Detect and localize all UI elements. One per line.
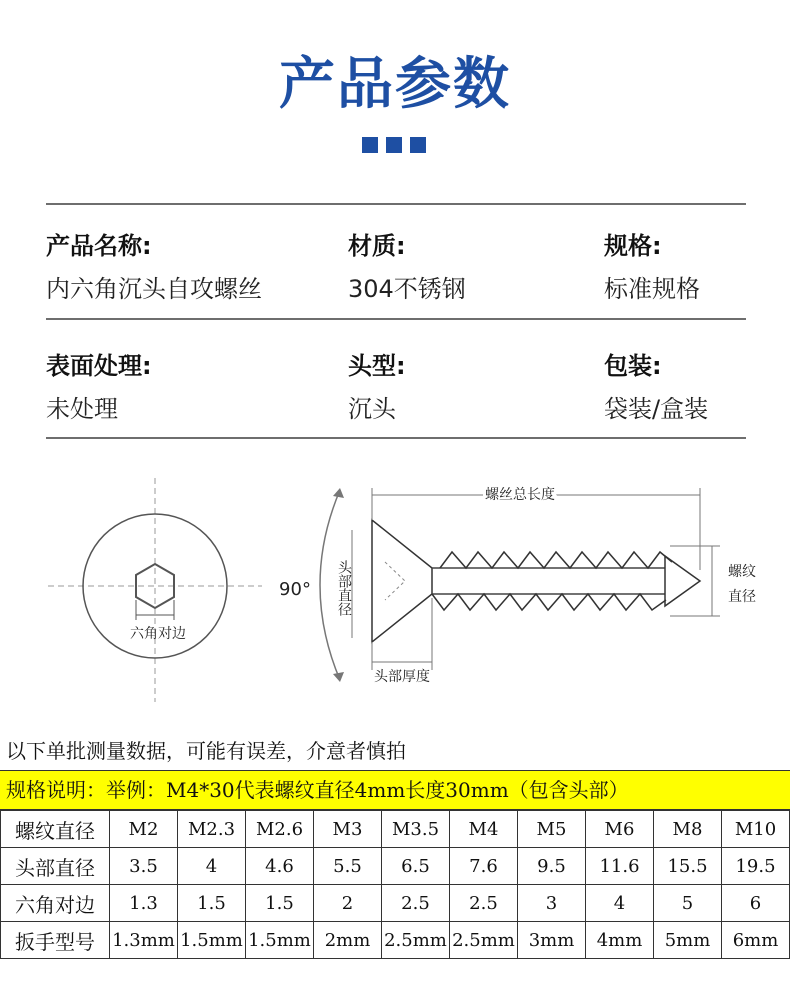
divider	[46, 318, 746, 320]
spec-value: 未处理	[46, 395, 118, 423]
screw-side-view	[320, 488, 720, 682]
divider	[46, 203, 746, 205]
thread-diameter-label: 螺纹	[728, 564, 756, 580]
head-diameter-label: 头部直径	[336, 560, 352, 616]
table-cell: 2mm	[314, 922, 382, 959]
spec-key: 包装:	[604, 352, 662, 380]
table-cell: 1.5mm	[246, 922, 314, 959]
table-cell: 19.5	[722, 848, 790, 885]
table-cell: 1.3	[110, 885, 178, 922]
table-cell: 4	[178, 848, 246, 885]
measurement-note: 以下单批测量数据，可能有误差，介意者慎拍	[6, 739, 406, 763]
hex-label: 六角对边	[130, 626, 186, 642]
table-row	[1, 811, 790, 848]
spec-key: 头型:	[348, 352, 406, 380]
table-cell: M10	[722, 811, 790, 848]
screw-diagram	[0, 470, 790, 710]
table-cell: 6mm	[722, 922, 790, 959]
table-row	[1, 848, 790, 885]
spec-key: 材质:	[348, 232, 406, 260]
page-title: 产品参数	[279, 52, 511, 117]
table-cell: 2.5	[382, 885, 450, 922]
spec-material	[348, 226, 628, 304]
spec-packaging	[604, 346, 774, 424]
table-cell: 9.5	[518, 848, 586, 885]
spec-key: 表面处理:	[46, 352, 152, 380]
table-cell: 4mm	[586, 922, 654, 959]
table-cell: 5.5	[314, 848, 382, 885]
table-cell: 2.5mm	[382, 922, 450, 959]
row-label: 六角对边	[1, 885, 110, 922]
table-cell: 7.6	[450, 848, 518, 885]
table-cell: 2	[314, 885, 382, 922]
table-cell: 3mm	[518, 922, 586, 959]
table-cell: 1.5	[178, 885, 246, 922]
row-label: 头部直径	[1, 848, 110, 885]
table-cell: M5	[518, 811, 586, 848]
table-cell: 2.5mm	[450, 922, 518, 959]
size-table-grid	[0, 810, 790, 959]
table-cell: 5	[654, 885, 722, 922]
spec-example-note: 规格说明：举例：M4*30代表螺纹直径4mm长度30mm（包含头部）	[0, 770, 790, 810]
head-thickness-label: 头部厚度	[374, 669, 430, 685]
spec-product-name	[46, 226, 326, 304]
spec-value: 内六角沉头自攻螺丝	[46, 275, 262, 303]
thread-diameter-label: 直径	[728, 589, 756, 605]
table-cell: 6	[722, 885, 790, 922]
table-cell: 1.5	[246, 885, 314, 922]
table-cell: 1.5mm	[178, 922, 246, 959]
spec-key: 产品名称:	[46, 232, 152, 260]
spec-value: 沉头	[348, 395, 396, 423]
table-row	[1, 885, 790, 922]
table-cell: 2.5	[450, 885, 518, 922]
table-cell: 11.6	[586, 848, 654, 885]
spec-value: 标准规格	[604, 275, 700, 303]
spec-size	[604, 226, 774, 304]
spec-value: 304不锈钢	[348, 275, 466, 303]
table-row	[1, 922, 790, 959]
angle-label: 90°	[279, 579, 311, 600]
table-cell: 1.3mm	[110, 922, 178, 959]
table-cell: M2	[110, 811, 178, 848]
table-cell: 5mm	[654, 922, 722, 959]
table-cell: M2.3	[178, 811, 246, 848]
title-decoration	[362, 137, 426, 153]
table-cell: 3	[518, 885, 586, 922]
row-label: 扳手型号	[1, 922, 110, 959]
table-cell: M3.5	[382, 811, 450, 848]
table-cell: M3	[314, 811, 382, 848]
spec-surface	[46, 346, 326, 424]
spec-key: 规格:	[604, 232, 662, 260]
table-cell: M4	[450, 811, 518, 848]
spec-value: 袋装/盒装	[604, 395, 709, 423]
table-cell: M8	[654, 811, 722, 848]
row-label: 螺纹直径	[1, 811, 110, 848]
size-table	[0, 732, 790, 959]
total-length-label: 螺丝总长度	[485, 487, 555, 503]
table-cell: 15.5	[654, 848, 722, 885]
table-cell: 3.5	[110, 848, 178, 885]
table-cell: 6.5	[382, 848, 450, 885]
table-cell: M2.6	[246, 811, 314, 848]
table-cell: M6	[586, 811, 654, 848]
spec-head-type	[348, 346, 628, 424]
divider	[46, 437, 746, 439]
table-cell: 4.6	[246, 848, 314, 885]
table-cell: 4	[586, 885, 654, 922]
head-top-view	[48, 478, 262, 702]
